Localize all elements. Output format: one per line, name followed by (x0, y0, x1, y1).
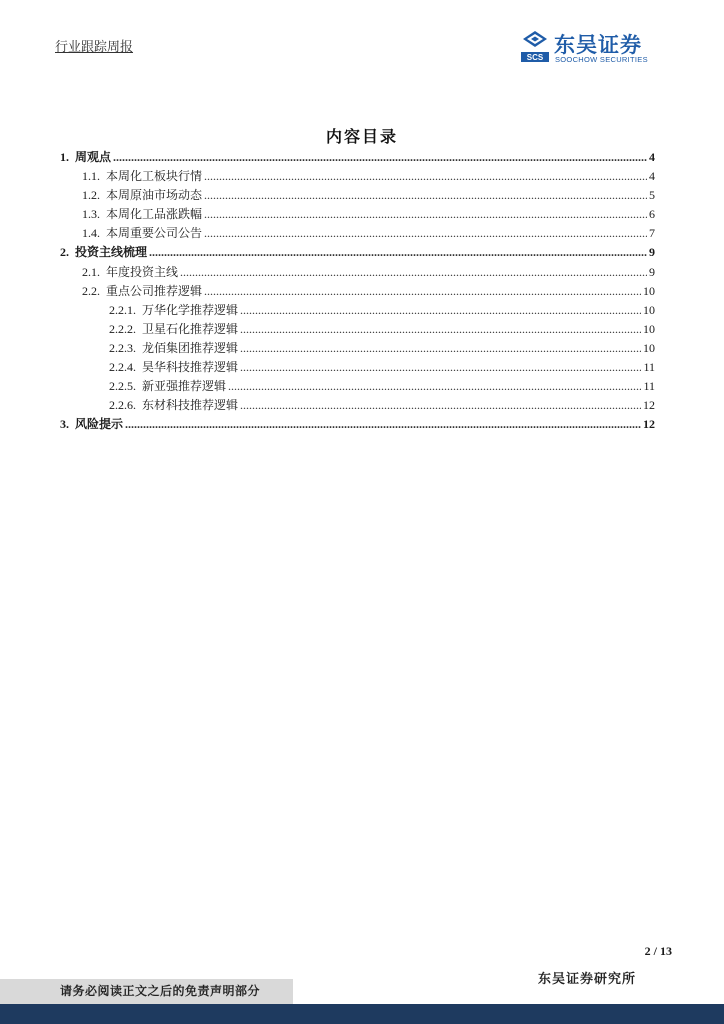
toc-entry[interactable] (60, 282, 655, 301)
toc-entry-number: 3. (60, 417, 69, 432)
toc-entry-title: 重点公司推荐逻辑 (106, 283, 203, 298)
disclaimer-notice: 请务必阅读正文之后的免责声明部分 (0, 979, 293, 1004)
toc-entry[interactable] (60, 320, 655, 339)
page-number: 2 / 13 (644, 944, 672, 958)
toc-entry[interactable] (60, 301, 655, 320)
toc-entry-page: 10 (643, 321, 655, 336)
toc-entry-title: 万华化学推荐逻辑 (142, 302, 239, 317)
toc-entry-number: 2. (60, 245, 69, 260)
toc-entry[interactable] (60, 396, 655, 415)
toc-entry-number: 1.1. (82, 169, 100, 184)
toc-leader-dots (204, 186, 647, 205)
toc-entry-page: 6 (649, 207, 655, 222)
logo-english-name: SOOCHOW SECURITIES (555, 55, 648, 64)
toc-entry[interactable] (60, 243, 655, 262)
toc-entry-page: 12 (643, 417, 655, 432)
toc-entry-number: 1. (60, 150, 69, 164)
toc-entry[interactable] (60, 186, 655, 205)
toc-entry[interactable] (60, 339, 655, 358)
toc-entry-title: 昊华科技推荐逻辑 (142, 360, 239, 375)
toc-entry-number: 2.2.6. (109, 398, 136, 413)
toc-entry[interactable] (60, 224, 655, 243)
toc-leader-dots (125, 415, 641, 434)
toc-entry-title: 新亚强推荐逻辑 (142, 379, 227, 394)
toc-entry-title: 卫星石化推荐逻辑 (142, 321, 239, 336)
toc-leader-dots (240, 339, 641, 358)
soochow-logo-icon (520, 30, 550, 64)
toc-entry-title: 本周化工板块行情 (106, 169, 203, 184)
toc-entry-number: 1.4. (82, 226, 100, 241)
toc-entry[interactable] (60, 415, 655, 434)
toc-entry[interactable] (60, 377, 655, 396)
toc-leader-dots (113, 148, 647, 167)
toc-entry-page: 10 (643, 283, 655, 298)
toc-leader-dots (240, 320, 641, 339)
report-type-label: 行业跟踪周报 (55, 40, 134, 55)
toc-entry-page: 11 (643, 379, 655, 394)
toc-entry-title: 本周原油市场动态 (106, 188, 203, 203)
toc-entry-page: 11 (643, 360, 655, 375)
research-institute-name: 东吴证券研究所 (537, 972, 636, 987)
toc-title: 内容目录 (325, 127, 398, 146)
toc-entry-number: 2.2.1. (109, 302, 136, 317)
logo-mark-text: SCS (526, 53, 544, 62)
toc-entry-number: 2.2. (82, 283, 100, 298)
toc-leader-dots (240, 396, 641, 415)
toc-entry-number: 2.2.4. (109, 360, 136, 375)
toc-entry-page: 5 (649, 188, 655, 203)
toc-leader-dots (228, 377, 641, 396)
toc-entry[interactable] (60, 167, 655, 186)
toc-entry-number: 2.2.2. (109, 321, 136, 336)
toc-entry-title: 龙佰集团推荐逻辑 (142, 340, 239, 355)
toc-leader-dots (204, 282, 641, 301)
table-of-contents (60, 148, 655, 434)
toc-leader-dots (240, 301, 641, 320)
toc-entry-page: 9 (649, 264, 655, 279)
toc-entry[interactable] (60, 358, 655, 377)
toc-leader-dots (149, 243, 647, 262)
toc-entry-number: 2.2.3. (109, 340, 136, 355)
toc-entry-page: 9 (649, 245, 655, 260)
toc-entry[interactable] (60, 148, 655, 167)
toc-entry-number: 2.2.5. (109, 379, 136, 394)
toc-entry-page: 10 (643, 302, 655, 317)
toc-entry-number: 1.3. (82, 207, 100, 222)
toc-entry[interactable] (60, 205, 655, 224)
toc-entry-title: 东材科技推荐逻辑 (142, 398, 239, 413)
toc-leader-dots (204, 224, 647, 243)
toc-entry-title: 本周重要公司公告 (106, 226, 203, 241)
toc-entry-title: 本周化工品涨跌幅 (106, 207, 203, 222)
toc-entry-number: 1.2. (82, 188, 100, 203)
toc-entry-title: 投资主线梳理 (75, 245, 148, 260)
toc-entry-page: 10 (643, 340, 655, 355)
footer-bar (0, 1004, 724, 1024)
toc-entry-page: 7 (649, 226, 655, 241)
toc-entry-page: 12 (643, 398, 655, 413)
toc-entry-title: 周观点 (75, 150, 112, 164)
logo-chinese-name: 东吴证券 (554, 33, 642, 57)
toc-entry-page: 4 (649, 169, 655, 184)
toc-entry-number: 2.1. (82, 264, 100, 279)
toc-leader-dots (180, 263, 647, 282)
toc-leader-dots (240, 358, 641, 377)
toc-leader-dots (204, 205, 647, 224)
toc-entry-title: 年度投资主线 (106, 264, 179, 279)
toc-leader-dots (204, 167, 647, 186)
toc-entry[interactable] (60, 263, 655, 282)
company-logo (520, 28, 670, 68)
toc-entry-title: 风险提示 (75, 417, 124, 432)
toc-entry-page: 4 (649, 150, 655, 164)
